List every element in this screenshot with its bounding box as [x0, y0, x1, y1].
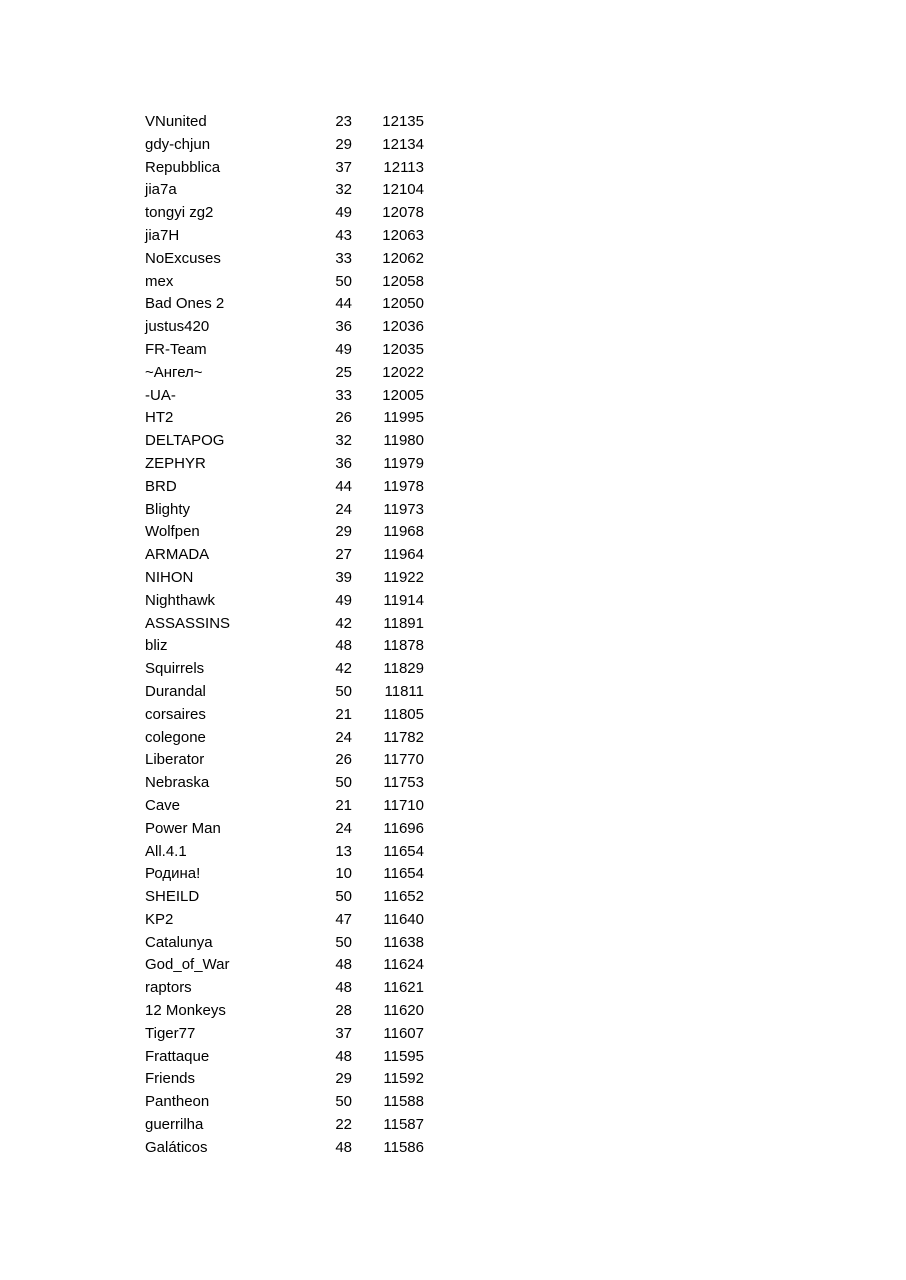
team-name-cell: Родина! [145, 865, 201, 883]
team-name-cell: ARMADA [145, 546, 210, 564]
score-cell: 11621 [383, 979, 424, 997]
table-row [145, 521, 445, 544]
score-cell: 11588 [383, 1093, 424, 1111]
member-count-cell: 33 [335, 249, 352, 267]
score-cell: 11624 [383, 956, 424, 974]
table-row [145, 635, 445, 658]
table-row [145, 932, 445, 955]
member-count-cell: 48 [335, 1138, 352, 1156]
team-name-cell: NIHON [145, 568, 194, 586]
score-cell: 11782 [383, 728, 424, 746]
score-cell: 11607 [383, 1024, 424, 1042]
member-count-cell: 48 [335, 1047, 352, 1065]
team-name-cell: Liberator [145, 751, 205, 769]
table-row [145, 909, 445, 932]
table-row [145, 590, 445, 613]
member-count-cell: 21 [335, 705, 352, 723]
member-count-cell: 50 [335, 888, 352, 906]
score-cell: 12005 [382, 386, 424, 404]
score-cell: 11922 [383, 568, 424, 586]
table-row [145, 613, 445, 636]
member-count-cell: 36 [335, 318, 352, 336]
score-cell: 12078 [382, 204, 424, 222]
ranking-table [145, 111, 445, 1160]
score-cell: 11654 [383, 842, 424, 860]
member-count-cell: 50 [335, 933, 352, 951]
member-count-cell: 32 [335, 432, 352, 450]
score-cell: 11652 [383, 888, 424, 906]
score-cell: 11654 [383, 865, 424, 883]
member-count-cell: 48 [335, 979, 352, 997]
member-count-cell: 26 [335, 409, 352, 427]
score-cell: 11979 [383, 454, 424, 472]
score-cell: 11964 [383, 546, 424, 564]
score-cell: 11995 [383, 409, 424, 427]
member-count-cell: 50 [335, 1093, 352, 1111]
table-row [145, 749, 445, 772]
member-count-cell: 29 [335, 1070, 352, 1088]
member-count-cell: 32 [335, 181, 352, 199]
team-name-cell: Galáticos [145, 1138, 208, 1156]
member-count-cell: 24 [335, 500, 352, 518]
team-name-cell: Durandal [145, 682, 206, 700]
team-name-cell: Tiger77 [145, 1024, 196, 1042]
member-count-cell: 29 [335, 523, 352, 541]
table-row [145, 1114, 445, 1137]
team-name-cell: KP2 [145, 910, 174, 928]
table-row [145, 1023, 445, 1046]
member-count-cell: 10 [335, 865, 352, 883]
team-name-cell: mex [145, 272, 174, 290]
score-cell: 11620 [383, 1002, 424, 1020]
team-name-cell: Wolfpen [145, 523, 200, 541]
table-row [145, 111, 445, 134]
member-count-cell: 37 [335, 158, 352, 176]
table-row [145, 202, 445, 225]
team-name-cell: FR-Team [145, 340, 207, 358]
member-count-cell: 50 [335, 774, 352, 792]
score-cell: 11595 [383, 1047, 424, 1065]
score-cell: 11770 [383, 751, 424, 769]
score-cell: 11978 [383, 477, 424, 495]
score-cell: 11980 [383, 432, 424, 450]
member-count-cell: 36 [335, 454, 352, 472]
score-cell: 11587 [383, 1116, 424, 1134]
table-row [145, 863, 445, 886]
table-row [145, 1046, 445, 1069]
score-cell: 11805 [383, 705, 424, 723]
table-row [145, 681, 445, 704]
score-cell: 11640 [383, 910, 424, 928]
team-name-cell: corsaires [145, 705, 206, 723]
table-row [145, 179, 445, 202]
team-name-cell: Frattaque [145, 1047, 210, 1065]
team-name-cell: Nighthawk [145, 591, 216, 609]
score-cell: 11586 [383, 1138, 424, 1156]
member-count-cell: 24 [335, 819, 352, 837]
score-cell: 12062 [382, 249, 424, 267]
table-row [145, 977, 445, 1000]
table-row [145, 453, 445, 476]
member-count-cell: 42 [335, 614, 352, 632]
team-name-cell: ~Ангел~ [145, 363, 203, 381]
table-row [145, 407, 445, 430]
table-row [145, 476, 445, 499]
score-cell: 12063 [382, 226, 424, 244]
member-count-cell: 13 [335, 842, 352, 860]
team-name-cell: bliz [145, 637, 168, 655]
table-row [145, 567, 445, 590]
table-row [145, 954, 445, 977]
member-count-cell: 24 [335, 728, 352, 746]
team-name-cell: 12 Monkeys [145, 1002, 226, 1020]
member-count-cell: 49 [335, 591, 352, 609]
team-name-cell: Pantheon [145, 1093, 210, 1111]
table-row [145, 1137, 445, 1160]
team-name-cell: NoExcuses [145, 249, 221, 267]
table-row [145, 134, 445, 157]
table-row [145, 1068, 445, 1091]
table-row [145, 704, 445, 727]
member-count-cell: 43 [335, 226, 352, 244]
table-row [145, 339, 445, 362]
team-name-cell: jia7a [145, 181, 177, 199]
member-count-cell: 48 [335, 637, 352, 655]
table-row [145, 385, 445, 408]
team-name-cell: Cave [145, 796, 181, 814]
table-row [145, 544, 445, 567]
table-row [145, 499, 445, 522]
team-name-cell: ASSASSINS [145, 614, 231, 632]
score-cell: 11753 [383, 774, 424, 792]
team-name-cell: Bad Ones 2 [145, 295, 225, 313]
table-row [145, 293, 445, 316]
score-cell: 12022 [382, 363, 424, 381]
member-count-cell: 37 [335, 1024, 352, 1042]
table-row [145, 727, 445, 750]
member-count-cell: 28 [335, 1002, 352, 1020]
table-row [145, 225, 445, 248]
team-name-cell: All.4.1 [145, 842, 187, 860]
table-row [145, 772, 445, 795]
team-name-cell: Repubblica [145, 158, 221, 176]
member-count-cell: 39 [335, 568, 352, 586]
team-name-cell: Power Man [145, 819, 221, 837]
score-cell: 11878 [383, 637, 424, 655]
table-row [145, 362, 445, 385]
member-count-cell: 48 [335, 956, 352, 974]
table-row [145, 658, 445, 681]
score-cell: 11638 [383, 933, 424, 951]
table-row [145, 886, 445, 909]
member-count-cell: 49 [335, 204, 352, 222]
member-count-cell: 25 [335, 363, 352, 381]
team-name-cell: Squirrels [145, 660, 205, 678]
table-row [145, 316, 445, 339]
team-name-cell: BRD [145, 477, 177, 495]
score-cell: 12134 [382, 135, 424, 153]
score-cell: 11696 [383, 819, 424, 837]
score-cell: 11968 [383, 523, 424, 541]
member-count-cell: 22 [335, 1116, 352, 1134]
team-name-cell: Catalunya [145, 933, 213, 951]
table-row [145, 1000, 445, 1023]
team-name-cell: Blighty [145, 500, 191, 518]
score-cell: 11829 [383, 660, 424, 678]
team-name-cell: HT2 [145, 409, 174, 427]
member-count-cell: 50 [335, 272, 352, 290]
team-name-cell: SHEILD [145, 888, 200, 906]
table-row [145, 795, 445, 818]
member-count-cell: 50 [335, 682, 352, 700]
score-cell: 12050 [382, 295, 424, 313]
team-name-cell: -UA- [145, 386, 176, 404]
table-row [145, 271, 445, 294]
score-cell: 12036 [382, 318, 424, 336]
table-row [145, 841, 445, 864]
team-name-cell: DELTAPOG [145, 432, 225, 450]
member-count-cell: 44 [335, 477, 352, 495]
team-name-cell: Nebraska [145, 774, 210, 792]
team-name-cell: God_of_War [145, 956, 230, 974]
score-cell: 11914 [383, 591, 424, 609]
team-name-cell: raptors [145, 979, 192, 997]
table-row [145, 248, 445, 271]
member-count-cell: 44 [335, 295, 352, 313]
team-name-cell: Friends [145, 1070, 196, 1088]
table-row [145, 430, 445, 453]
member-count-cell: 26 [335, 751, 352, 769]
score-cell: 11592 [383, 1070, 424, 1088]
member-count-cell: 23 [335, 113, 352, 130]
team-name-cell: ZEPHYR [145, 454, 206, 472]
table-row [145, 818, 445, 841]
member-count-cell: 49 [335, 340, 352, 358]
table-row [145, 157, 445, 180]
team-name-cell: colegone [145, 728, 206, 746]
member-count-cell: 21 [335, 796, 352, 814]
score-cell: 12135 [382, 113, 424, 130]
team-name-cell: guerrilha [145, 1116, 204, 1134]
score-cell: 11811 [384, 682, 424, 700]
score-cell: 12035 [382, 340, 424, 358]
score-cell: 11710 [383, 796, 424, 814]
member-count-cell: 33 [335, 386, 352, 404]
member-count-cell: 29 [335, 135, 352, 153]
table-row [145, 1091, 445, 1114]
member-count-cell: 27 [335, 546, 352, 564]
member-count-cell: 47 [335, 910, 352, 928]
team-name-cell: justus420 [145, 318, 210, 336]
score-cell: 12104 [382, 181, 424, 199]
score-cell: 12113 [383, 158, 424, 176]
score-cell: 12058 [382, 272, 424, 290]
team-name-cell: tongyi zg2 [145, 204, 214, 222]
score-cell: 11973 [383, 500, 424, 518]
member-count-cell: 42 [335, 660, 352, 678]
team-name-cell: jia7H [145, 226, 180, 244]
score-cell: 11891 [383, 614, 424, 632]
team-name-cell: VNunited [145, 113, 207, 130]
team-name-cell: gdy-chjun [145, 135, 211, 153]
